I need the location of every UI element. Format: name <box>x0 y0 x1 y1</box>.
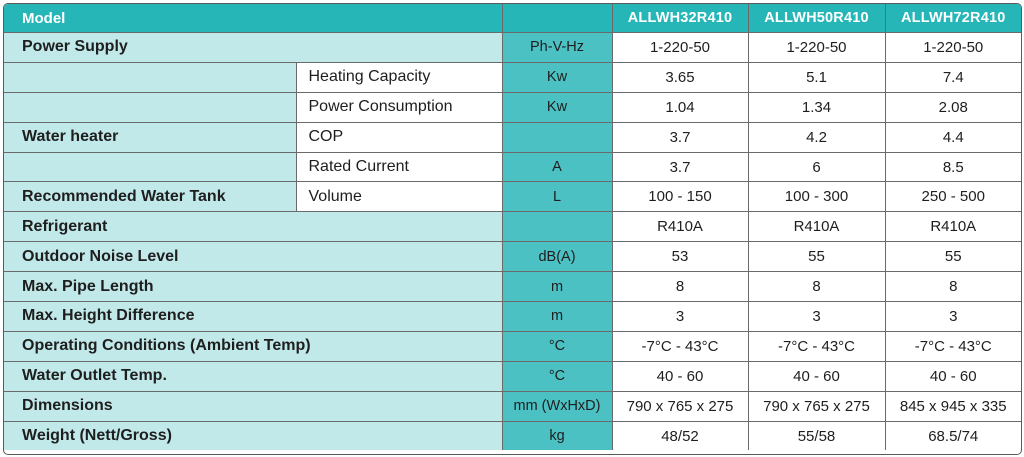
row-value: 68.5/74 <box>885 421 1021 450</box>
row-label: Dimensions <box>4 391 502 421</box>
table-row <box>4 331 1021 361</box>
row-value: 1-220-50 <box>748 33 885 63</box>
row-value: R410A <box>612 212 748 242</box>
row-sublabel: Volume <box>296 182 502 212</box>
row-value: R410A <box>748 212 885 242</box>
table-row <box>4 242 1021 272</box>
row-label: Water Outlet Temp. <box>4 361 502 391</box>
row-value: 3 <box>612 302 748 332</box>
row-label <box>4 152 296 182</box>
row-value: 3.7 <box>612 152 748 182</box>
table-row <box>4 212 1021 242</box>
row-label: Max. Height Difference <box>4 302 502 332</box>
row-label: Recommended Water Tank <box>4 182 296 212</box>
row-unit: °C <box>502 331 612 361</box>
table-row <box>4 33 1021 63</box>
row-unit: dB(A) <box>502 242 612 272</box>
table-row <box>4 272 1021 302</box>
table-row <box>4 122 1021 152</box>
table-row <box>4 421 1021 450</box>
row-value: -7°C - 43°C <box>885 331 1021 361</box>
row-sublabel: Heating Capacity <box>296 62 502 92</box>
model-name: ALLWH32R410 <box>612 4 748 33</box>
row-unit <box>502 212 612 242</box>
row-value: 55 <box>885 242 1021 272</box>
row-value: 2.08 <box>885 92 1021 122</box>
row-value: 8 <box>885 272 1021 302</box>
table-row <box>4 182 1021 212</box>
row-value: 8 <box>748 272 885 302</box>
row-sublabel: Power Consumption <box>296 92 502 122</box>
row-value: 8.5 <box>885 152 1021 182</box>
row-value: 1-220-50 <box>885 33 1021 63</box>
row-value: 8 <box>612 272 748 302</box>
row-label <box>4 62 296 92</box>
row-sublabel: Rated Current <box>296 152 502 182</box>
model-name: ALLWH50R410 <box>748 4 885 33</box>
row-label: Weight (Nett/Gross) <box>4 421 502 450</box>
spec-table <box>4 4 1021 450</box>
row-unit: °C <box>502 361 612 391</box>
row-unit: L <box>502 182 612 212</box>
unit-header <box>502 4 612 33</box>
row-value: 40 - 60 <box>748 361 885 391</box>
row-value: 250 - 500 <box>885 182 1021 212</box>
header-row <box>4 4 1021 33</box>
row-value: R410A <box>885 212 1021 242</box>
row-value: 100 - 150 <box>612 182 748 212</box>
row-label: Outdoor Noise Level <box>4 242 502 272</box>
spec-table-container <box>3 3 1022 455</box>
row-value: 5.1 <box>748 62 885 92</box>
row-label: Max. Pipe Length <box>4 272 502 302</box>
row-value: -7°C - 43°C <box>748 331 885 361</box>
row-unit: Kw <box>502 92 612 122</box>
row-value: 3 <box>748 302 885 332</box>
row-value: 100 - 300 <box>748 182 885 212</box>
row-value: 4.2 <box>748 122 885 152</box>
model-header: Model <box>4 4 502 33</box>
row-value: 53 <box>612 242 748 272</box>
row-value: 3.7 <box>612 122 748 152</box>
row-value: 6 <box>748 152 885 182</box>
row-value: 790 x 765 x 275 <box>612 391 748 421</box>
row-label: Refrigerant <box>4 212 502 242</box>
row-label: Water heater <box>4 122 296 152</box>
row-value: -7°C - 43°C <box>612 331 748 361</box>
row-value: 40 - 60 <box>885 361 1021 391</box>
row-unit: Kw <box>502 62 612 92</box>
table-row <box>4 361 1021 391</box>
row-unit: A <box>502 152 612 182</box>
row-label: Operating Conditions (Ambient Temp) <box>4 331 502 361</box>
table-row <box>4 391 1021 421</box>
row-value: 7.4 <box>885 62 1021 92</box>
table-row <box>4 152 1021 182</box>
row-sublabel: COP <box>296 122 502 152</box>
row-value: 4.4 <box>885 122 1021 152</box>
table-row <box>4 302 1021 332</box>
row-value: 790 x 765 x 275 <box>748 391 885 421</box>
row-unit: m <box>502 272 612 302</box>
model-name: ALLWH72R410 <box>885 4 1021 33</box>
row-label: Power Supply <box>4 33 502 63</box>
table-row <box>4 92 1021 122</box>
row-unit: m <box>502 302 612 332</box>
row-value: 55/58 <box>748 421 885 450</box>
row-unit: kg <box>502 421 612 450</box>
row-label <box>4 92 296 122</box>
row-value: 845 x 945 x 335 <box>885 391 1021 421</box>
row-value: 1.34 <box>748 92 885 122</box>
row-value: 55 <box>748 242 885 272</box>
row-value: 40 - 60 <box>612 361 748 391</box>
row-unit: mm (WxHxD) <box>502 391 612 421</box>
row-value: 1-220-50 <box>612 33 748 63</box>
table-row <box>4 62 1021 92</box>
row-unit: Ph-V-Hz <box>502 33 612 63</box>
row-value: 1.04 <box>612 92 748 122</box>
row-unit <box>502 122 612 152</box>
row-value: 48/52 <box>612 421 748 450</box>
row-value: 3 <box>885 302 1021 332</box>
row-value: 3.65 <box>612 62 748 92</box>
